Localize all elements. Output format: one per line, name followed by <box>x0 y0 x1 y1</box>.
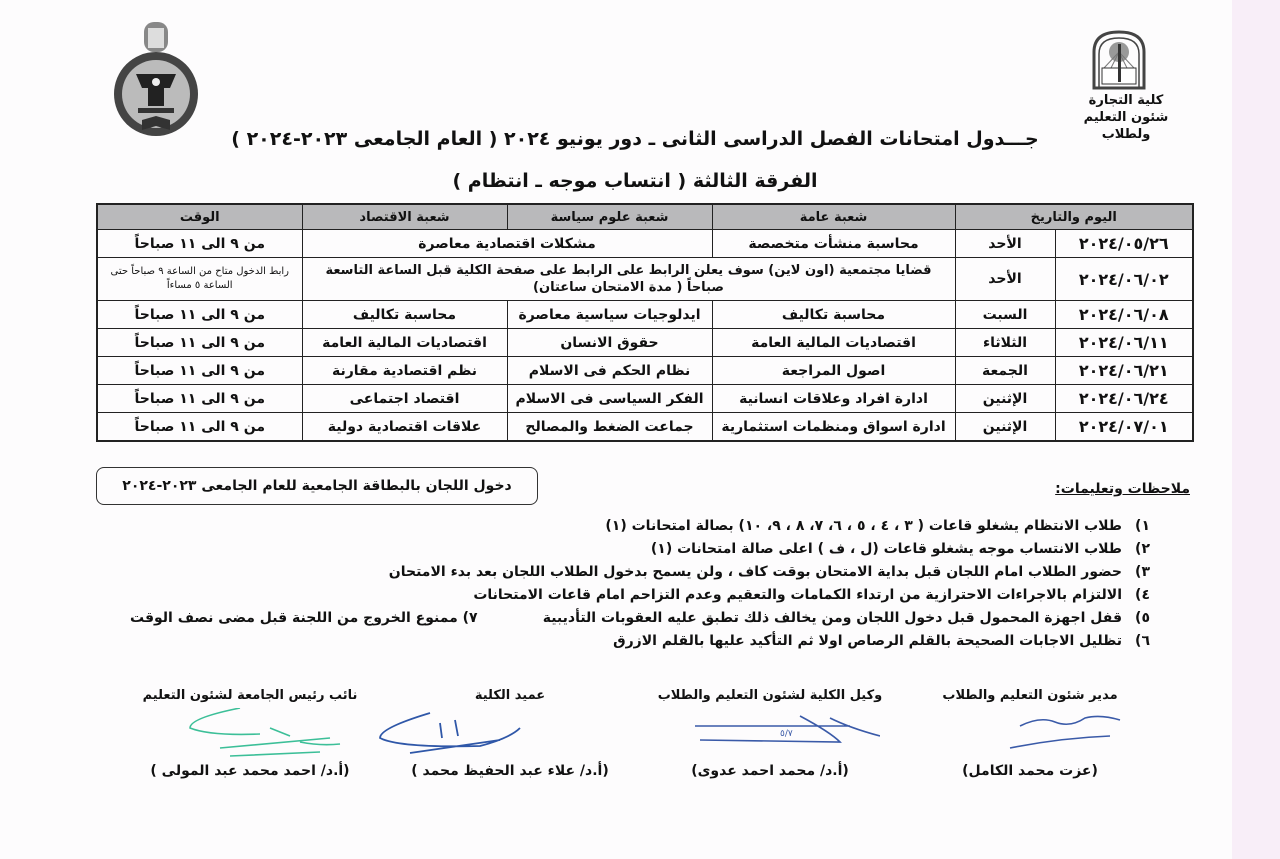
notes-list <box>130 515 1150 653</box>
exam-day: الأحد <box>955 230 1055 258</box>
department-name: شئون التعليم ولطلاب <box>1083 110 1169 142</box>
signatory-name: (أ.د/ محمد احمد عدوى) <box>691 763 849 779</box>
signature-mark <box>150 708 350 758</box>
exam-date: ٢٠٢٤/٠٦/١١ <box>1055 329 1193 357</box>
note-item: ٣)حضور الطلاب امام اللجان قبل بداية الامتحان بوقت كاف ، ولن يسمح بدخول الطلاب اللجان بعد بدء الامتحان <box>388 564 1150 580</box>
subject-general: محاسبة منشأت متخصصة <box>712 230 955 258</box>
header-time: الوقت <box>97 204 302 230</box>
header-political: شعبة علوم سياسة <box>507 204 712 230</box>
table-row <box>97 329 1193 357</box>
faculty-emblem-logo <box>108 22 204 140</box>
exam-time: من ٩ الى ١١ صباحاً <box>97 357 302 385</box>
note-item: ٦)تظليل الاجابات الصحيحة بالقلم الرصاص اولا ثم التأكيد عليها بالقلم الازرق <box>613 633 1150 649</box>
signatory-name: (أ.د/ علاء عبد الحفيظ محمد ) <box>411 763 609 779</box>
table-row <box>97 258 1193 301</box>
subject-economics: محاسبة تكاليف <box>302 301 507 329</box>
header-general: شعبة عامة <box>712 204 955 230</box>
note-item: ١)طلاب الانتظام يشغلو قاعات ( ٣ ، ٤ ، ٥ ، ٦، ٧، ٨ ، ٩، ١٠) بصالة امتحانات (١) <box>605 518 1150 534</box>
table-row <box>97 230 1193 258</box>
note-item-7: ٧) ممنوع الخروج من اللجنة قبل مضى نصف الوقت <box>130 610 478 626</box>
exam-time: رابط الدخول متاح من الساعة ٩ صباحاً حتى الساعة ٥ مساءاً <box>97 258 302 301</box>
page-subtitle: الفرقة الثالثة ( انتساب موجه ـ انتظام ) <box>452 170 818 192</box>
exam-day: الإثنين <box>955 413 1055 442</box>
subject-economics: اقتصاد اجتماعى <box>302 385 507 413</box>
exam-date: ٢٠٢٤/٠٦/٢١ <box>1055 357 1193 385</box>
exam-date: ٢٠٢٤/٠٥/٢٦ <box>1055 230 1193 258</box>
exam-day: الإثنين <box>955 385 1055 413</box>
subject-political-economics: مشكلات اقتصادية معاصرة <box>302 230 712 258</box>
signatory-title: وكيل الكلية لشئون التعليم والطلاب <box>657 688 883 703</box>
signature-mark <box>680 708 880 758</box>
subject-general: اصول المراجعة <box>712 357 955 385</box>
signatory-name: (أ.د/ احمد محمد عبد المولى ) <box>150 763 350 779</box>
faculty-label <box>1070 92 1182 143</box>
exam-time: من ٩ الى ١١ صباحاً <box>97 385 302 413</box>
subject-political: حقوق الانسان <box>507 329 712 357</box>
subject-general: محاسبة تكاليف <box>712 301 955 329</box>
subject-general: ادارة اسواق ومنظمات استثمارية <box>712 413 955 442</box>
signatory-name: (عزت محمد الكامل) <box>962 763 1098 779</box>
header-economics: شعبة الاقتصاد <box>302 204 507 230</box>
exam-time: من ٩ الى ١١ صباحاً <box>97 230 302 258</box>
subject-general: اقتصاديات المالية العامة <box>712 329 955 357</box>
exam-date: ٢٠٢٤/٠٧/٠١ <box>1055 413 1193 442</box>
table-row <box>97 385 1193 413</box>
exam-time: من ٩ الى ١١ صباحاً <box>97 301 302 329</box>
page-edge <box>1232 0 1280 859</box>
exam-day: الثلاثاء <box>955 329 1055 357</box>
notes-heading: ملاحظات وتعليمات: <box>1055 481 1190 497</box>
exam-time: من ٩ الى ١١ صباحاً <box>97 413 302 442</box>
exam-date: ٢٠٢٤/٠٦/٢٤ <box>1055 385 1193 413</box>
note-item: ٥)قفل اجهزة المحمول قبل دخول اللجان ومن يخالف ذلك تطبق عليه العقوبات التأديبية ٧) ممنوع الخروج من اللجنة قبل مضى نصف الوقت <box>130 607 1150 630</box>
signatory-title: مدير شئون التعليم والطلاب <box>942 688 1118 703</box>
subject-political: نظام الحكم فى الاسلام <box>507 357 712 385</box>
subject-political: الفكر السياسى فى الاسلام <box>507 385 712 413</box>
subject-economics: اقتصاديات المالية العامة <box>302 329 507 357</box>
faculty-name: كلية التجارة <box>1088 93 1164 108</box>
entry-notice-text: دخول اللجان بالبطاقة الجامعية للعام الجامعى ٢٠٢٣-٢٠٢٤ <box>122 478 512 494</box>
note-item: ٤)الالتزام بالاجراءات الاحترازية من ارتداء الكمامات والتعقيم وعدم التزاحم امام قاعات الامتحانات <box>473 587 1150 603</box>
exam-day: الأحد <box>955 258 1055 301</box>
signatory-title: عميد الكلية <box>474 688 546 703</box>
subject-online: قضايا مجتمعية (اون لاين) سوف يعلن الرابط على الرابط على صفحة الكلية قبل الساعة التاسعة صباحاً ( مدة الامتحان ساعتان) <box>302 258 955 301</box>
table-header-row <box>97 204 1193 230</box>
subject-economics: نظم اقتصادية مقارنة <box>302 357 507 385</box>
exam-date: ٢٠٢٤/٠٦/٠٨ <box>1055 301 1193 329</box>
exam-time: من ٩ الى ١١ صباحاً <box>97 329 302 357</box>
entry-notice <box>96 467 538 505</box>
exam-day: الجمعة <box>955 357 1055 385</box>
signature-mark <box>370 708 570 758</box>
table-row <box>97 357 1193 385</box>
table-row <box>97 413 1193 442</box>
subject-general: ادارة افراد وعلاقات انسانية <box>712 385 955 413</box>
subject-political: جماعت الضغط والمصالح <box>507 413 712 442</box>
page-title: جـــدول امتحانات الفصل الدراسى الثانى ـ دور يونيو ٢٠٢٤ ( العام الجامعى ٢٠٢٣-٢٠٢٤ ) <box>231 128 1039 150</box>
exam-date: ٢٠٢٤/٠٦/٠٢ <box>1055 258 1193 301</box>
exam-schedule-table <box>96 203 1194 442</box>
svg-text:٥/٧: ٥/٧ <box>780 729 793 739</box>
table-row <box>97 301 1193 329</box>
exam-day: السبت <box>955 301 1055 329</box>
university-logo <box>1088 30 1150 90</box>
subject-political: ايدلوجيات سياسية معاصرة <box>507 301 712 329</box>
signature-mark <box>980 708 1180 758</box>
header-day-date: اليوم والتاريخ <box>955 204 1193 230</box>
subject-economics: علاقات اقتصادية دولية <box>302 413 507 442</box>
note-item: ٢)طلاب الانتساب موجه يشغلو قاعات (ل ، ف ) اعلى صالة امتحانات (١) <box>650 541 1150 557</box>
signatory-title: نائب رئيس الجامعة لشئون التعليم <box>142 688 358 703</box>
